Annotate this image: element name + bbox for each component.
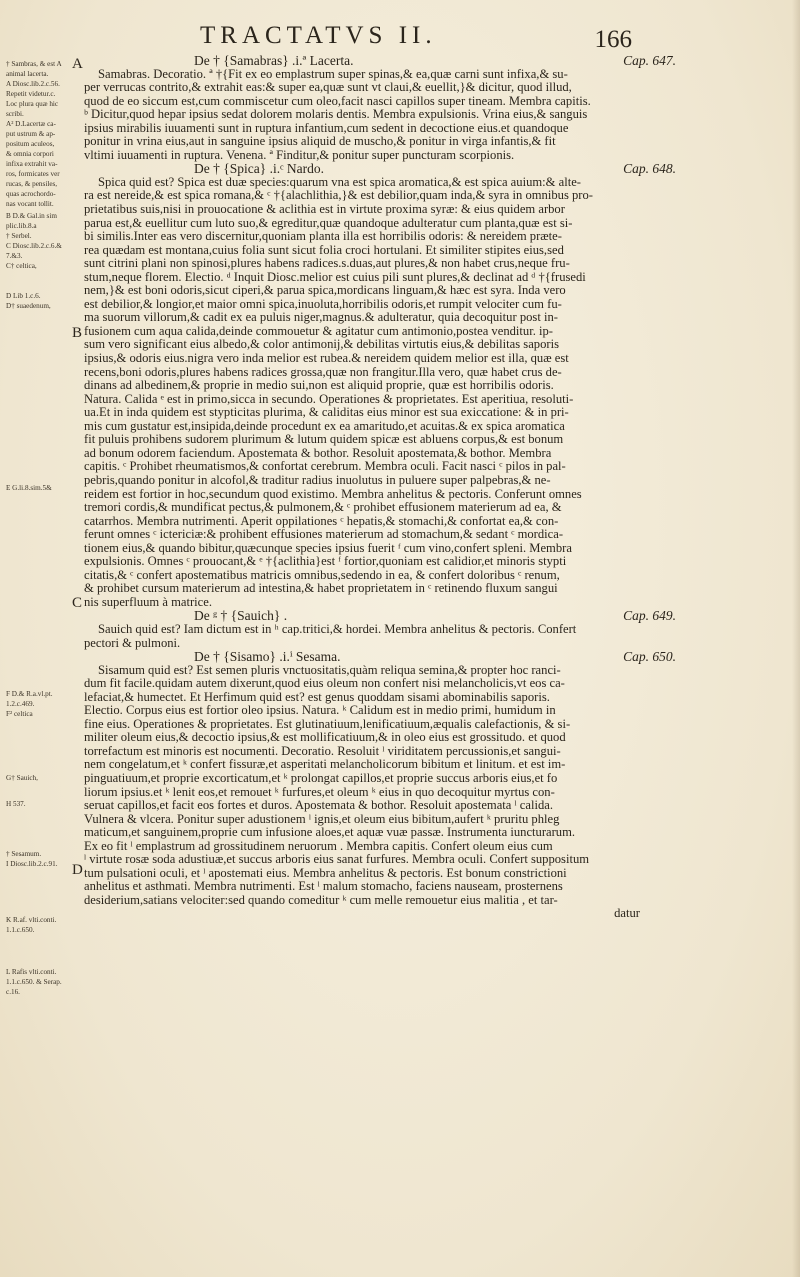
- text-line: torrefactum est minoris est nocumenti. Decoratio. Resoluit ˡ viriditatem percussionis,et sangui-: [84, 744, 561, 758]
- text-line: pinguatiuum,et proprie excorticatum,et ᵏ prolongat capillos,et proprie succus arboris eius,et fo: [84, 771, 558, 785]
- margin-note: plic.lib.8.a: [6, 222, 37, 230]
- text-line: ad bonum odorem faciendum. Apostemata & bothor. Resoluit apostemata,& bothor. Membra: [84, 446, 552, 460]
- text-line: ipsius,& odoris eius.nigra vero inda melior est rubea.& nereidem quidem melior est illa, quæ est: [84, 352, 569, 366]
- margin-note: quas acrochordo-: [6, 190, 56, 198]
- margin-note: positum aculeos,: [6, 140, 55, 148]
- chapter-number: Cap. 649.: [623, 608, 676, 624]
- chapter-heading: [84, 54, 720, 68]
- text-line: tum pulsationi oculi, et ˡ apostemati eius. Membra anhelitus & pectoris. Est bonum constrictioni: [84, 866, 567, 880]
- margin-note: animal lacerta.: [6, 70, 49, 78]
- text-line: Electio. Corpus eius est fortior oleo ipsius. Natura. ᵏ Calidum est in medio primi, humidum in: [84, 704, 556, 718]
- margin-note: Loc plura quæ hic: [6, 100, 59, 108]
- text-line: pebris,quando ponitur in alcofol,& traditur radius inuolutus in puluere super palpebras,& ne-: [84, 473, 551, 487]
- page-number: 166: [594, 26, 632, 53]
- margin-note: ros, formicates ver: [6, 170, 60, 178]
- text-line: ˡ virtute rosæ soda adustiuæ,et succus arboris eius sanat furfures. Membra oculi. Confert suppositum: [84, 853, 590, 867]
- text-line: fusionem cum aqua calida,deinde commouetur & agitatur cum antimonio,postea venditur. ip-: [84, 324, 553, 338]
- text-line: nem congelatum,et ᵏ confert fissuræ,et asperitati melancholicorum bibitum et linitum. et est im-: [84, 758, 566, 772]
- margin-note: 1.2.c.469.: [6, 700, 35, 708]
- text-line: liorum ipsius.et ᵏ lenit eos,et remouet ᵏ furfures,et oleum ᵏ eius in quo decoquitur myrtus con-: [84, 785, 555, 799]
- text-line: reidem est fortior in hoc,secundum quod existimo. Membra anhelitus & pectoris. Conferunt omnes: [84, 487, 582, 501]
- text-line: rea quædam est montana,cuius folia sunt sicut folia croci hortulani. Et similiter stipites eius,sed: [84, 243, 564, 257]
- text-line: bi similis.Inter eas vero discernitur,quoniam planta illa est horribilis odoris: & nereidem præte-: [84, 230, 562, 244]
- body-text: [84, 54, 720, 921]
- chapter-paragraph: [84, 68, 720, 163]
- text-line: capitis. ᶜ Prohibet rheumatismos,& confortat cerebrum. Membra oculi. Facit nasci ᶜ pilos in pal-: [84, 460, 566, 474]
- text-line: pectori & pulmoni.: [84, 636, 181, 650]
- margin-note: † Sesamum.: [6, 850, 42, 858]
- margin-note: scribi.: [6, 110, 24, 118]
- margin-note: F D.& R.a.vl.pt.: [6, 690, 53, 698]
- text-line: militer oleum eius,& decoctio ipsius,& est mollificatiuum,& in oleo eius est grossitudo. et quod: [84, 731, 566, 745]
- text-line: anhelitus et asthmati. Membra nutrimenti. Est ˡ malum stomacho, faciens nauseam, prosternens: [84, 880, 563, 894]
- margin-note: put ustrum & ap-: [6, 130, 56, 138]
- running-title: TRACTATVS II.: [200, 22, 437, 49]
- margin-note: nas vocant tollit.: [6, 200, 54, 208]
- margin-note: † Serbel.: [6, 232, 32, 240]
- text-line: fine eius. Operationes & proprietates. Est glutinatiuum,lenificatiuum,æqualis calefactionis, & si-: [84, 717, 571, 731]
- margin-note: C Diosc.lib.2.c.6.&: [6, 242, 62, 250]
- text-line: per verrucas contrito,& extrahit eas:& super ea,quæ sunt vt claui,& euellit,}& dicitur, quod illud,: [84, 81, 572, 95]
- text-line: est debilior,& longior,et maior omni spica,inuoluta,horribilis odoris,et rumpit velociter cum fu-: [84, 297, 562, 311]
- text-line: maticum,et sanguinem,proprie cum infusione aloes,et aquæ vuæ passæ. Instrumenta iuncturarum.: [84, 826, 576, 840]
- chapter-number: Cap. 648.: [623, 161, 676, 177]
- text-line: Ex eo fit ˡ emplastrum ad grossitudinem neruorum . Membra capitis. Confert oleum eius cum: [84, 839, 553, 853]
- text-line: vltimi iuuamenti in ruptura. Venena. ª Finditur,& ponitur super puncturam scorpionis.: [84, 148, 515, 162]
- margin-note: C† celtica,: [6, 262, 37, 270]
- margin-note: K R.af. vlti.conti.: [6, 916, 57, 924]
- chapter-paragraph: [84, 623, 720, 650]
- margin-note: D Lib 1.c.6.: [6, 292, 41, 300]
- text-line: Sauich quid est? Iam dictum est in ʰ cap.tritici,& hordei. Membra anhelitus & pectoris. Confert: [98, 622, 577, 636]
- text-line: Natura. Calida ᵉ est in primo,sicca in secundo. Operationes & proprietates. Est aperitiua, resoluti-: [84, 392, 574, 406]
- text-line: fit puluis prohibens sudorem plurimum & lutum quidem spicæ est abluens corpus,& est bonum: [84, 433, 564, 447]
- margin-note: 1.1.c.650. & Serap.: [6, 978, 62, 986]
- text-line: catarrhos. Membra nutrimenti. Aperit oppilationes ᶜ hepatis,& stomachi,& confortat ea,& con-: [84, 514, 559, 528]
- text-line: nem,}& est boni odoris,sicut ciperi,& parua spica,mordicans linguam,& hæc est syra. Inda vero: [84, 284, 566, 298]
- text-line: Spica quid est? Spica est duæ species:quarum vna est spica aromatica,& est spica auium:& alte-: [98, 175, 581, 189]
- text-line: citatis,& ᶜ confert apostematibus matricis omnibus,sedendo in ea, & confert doloribus ᶜ renum,: [84, 568, 560, 582]
- text-line: & prohibet cursum materierum ad intestina,& habet proprietatem in ᶜ retinendo fluxum sangui: [84, 582, 558, 596]
- text-line: Samabras. Decoratio. ª †{Fit ex eo emplastrum super spinas,& ea,quæ carni sunt infixa,& su-: [98, 67, 568, 81]
- text-line: sunt citrini plani non spinosi,plures habens radices.s.duas,aut plures,& non habet crus,neque fru-: [84, 257, 570, 271]
- margin-note: F² celtica: [6, 710, 33, 718]
- section-letter: A: [72, 56, 83, 72]
- text-line: stum,neque florem. Electio. ᵈ Inquit Diosc.melior est cuius pili sunt plures,& declinat ad ᵈ †{frusedi: [84, 270, 586, 284]
- margin-note: H 537.: [6, 800, 26, 808]
- text-line: seruat capillos,et facit eos fortes et duros. Apostemata & bothor. Resoluit apostemata ˡ calida.: [84, 799, 553, 813]
- margin-note: A² D.Lacertæ ca-: [6, 120, 56, 128]
- margin-note: G† Sauich,: [6, 774, 38, 782]
- text-line: ra est nereide,& est spica romana,& ᶜ †{alachlithia,}& est debilior,quam inda,& syra in omnibus pro-: [84, 189, 593, 203]
- margin-note: 1.1.c.650.: [6, 926, 35, 934]
- margin-note: Repetit videtur.c.: [6, 90, 56, 98]
- text-line: recens,boni odoris,plures habens radices grossa,quæ non frangitur.Illa vero, quæ habet crus de-: [84, 365, 562, 379]
- margin-note: rucas, & pensiles,: [6, 180, 58, 188]
- page-edge-shadow: [792, 0, 800, 1277]
- chapter-number: Cap. 650.: [623, 649, 676, 665]
- chapter-number: Cap. 647.: [623, 53, 676, 68]
- text-line: mis cum gustatur est,insipida,deinde procedunt ex ea amaritudo,et acuitas.& ex spica aromatica: [84, 419, 565, 433]
- section-letter: D: [72, 862, 83, 878]
- margin-note: 7.&3.: [6, 252, 23, 260]
- text-line: desiderium,satians velociter:sed quando comeditur ᵏ cum melle remouetur eius malitia , et tar-: [84, 893, 558, 907]
- text-line: parua est,& euellitur cum luto suo,& egreditur,quæ quandoque adulteratur cum planta,quæ est si-: [84, 216, 573, 230]
- catchword: datur: [614, 906, 640, 921]
- chapter-title: De † {Spica} .i.ᶜ Nardo.: [194, 161, 325, 177]
- text-line: quod de eo siccum est,cum commiscetur cum oleo,facit nasci capillos super tineam. Membra capitis.: [84, 94, 591, 108]
- margin-note: † Sambras, & est A: [6, 60, 62, 68]
- text-line: lefaciat,& humectet. Et Herfimum quid est? est genus quoddam sisami abominabilis saporis.: [84, 690, 550, 704]
- text-line: ᵇ Dicitur,quod hepar ipsius sedat dolorem molaris dentis. Membra expulsionis. Vrina eius,& sanguis: [84, 108, 588, 122]
- text-line: Vulnera & vlcera. Ponitur super adustionem ˡ ignis,et oleum eius bibitum,aufert ᵏ pruritu phleg: [84, 812, 560, 826]
- section-letter: B: [72, 325, 83, 341]
- text-line: ma suorum villorum,& cadit ex ea puluis niger,magnus.& adulteratur, quia decoquitur post in-: [84, 311, 558, 325]
- chapter-heading: [84, 650, 720, 664]
- text-line: ipsius mirabilis iuuamenti sunt in ruptura infantium,cum sedent in decoctione eius.et quandoque: [84, 121, 569, 135]
- chapter-title: De † {Sisamo} .i.ⁱ Sesama.: [194, 649, 341, 665]
- margin-note: c.16.: [6, 988, 20, 996]
- text-line: prietatibus suis,nisi in prouocatione & aclithia est in virtute proxima syræ: & eius quidem arbor: [84, 203, 565, 217]
- text-line: sum vero significant eius albedo,& color antimonij,& debilitas virtutis eius,& debilitas saporis: [84, 338, 559, 352]
- chapter-title: De ᵍ † {Sauich} .: [194, 608, 288, 624]
- margin-note: L Rafis vlti.conti.: [6, 968, 57, 976]
- text-line: dinans ad albedinem,& proprie in medio sui,non est aliquid proprie, quæ est horribilis odoris.: [84, 379, 554, 393]
- margin-note: & omnia corpori: [6, 150, 54, 158]
- chapter-paragraph: [84, 664, 720, 908]
- chapter-heading: [84, 162, 720, 176]
- text-line: tionem eius,& quando bibitur,quæcunque species ipsius fuerit ᶠ cum vino,confert spleni. Membra: [84, 541, 572, 555]
- text-line: dum fit facile.quidam autem dixerunt,quod eius oleum non confert nisi melancholicis,vt eos ca-: [84, 677, 565, 691]
- text-line: nis superfluum à matrice.: [84, 595, 212, 609]
- chapter-title: De † {Samabras} .i.ª Lacerta.: [194, 53, 354, 68]
- section-letter: C: [72, 595, 83, 611]
- margin-note: E G.li.8.sim.5&: [6, 484, 52, 492]
- text-line: Sisamum quid est? Est semen pluris vnctuositatis,quàm reliqua semina,& propter hoc ranci-: [98, 663, 561, 677]
- text-line: expulsionis. Omnes ᶜ prouocant,& ᵉ †{aclithia}est ᶠ fortior,quoniam est calidior,et minoris stypti: [84, 555, 567, 569]
- text-line: ferunt omnes ᶜ ictericiæ:& prohibent effusiones materierum ad stomachum,& sedant ᶜ mordica-: [84, 528, 564, 542]
- margin-note: D† suaedenum,: [6, 302, 51, 310]
- chapter-heading: [84, 609, 720, 623]
- margin-note: infixa extrahit va-: [6, 160, 58, 168]
- text-line: ponitur in vrina eius,aut in sanguine ipsius aliquid de muscho,& ponitur in virga infantis,& fit: [84, 135, 556, 149]
- text-line: tremori cordis,& mundificat pectus,& pulmonem,& ᶜ prohibet effusionem materierum ad ea, &: [84, 501, 562, 515]
- text-line: ua.Et in inda quidem est stypticitas plurima, & caliditas eius minor est sua exiccatione: & in pri-: [84, 406, 569, 420]
- chapter-paragraph: [84, 176, 720, 610]
- margin-note: I Diosc.lib.2.c.91.: [6, 860, 58, 868]
- margin-note: B D.& Gal.in sim: [6, 212, 57, 220]
- margin-note: A Diosc.lib.2.c.56.: [6, 80, 60, 88]
